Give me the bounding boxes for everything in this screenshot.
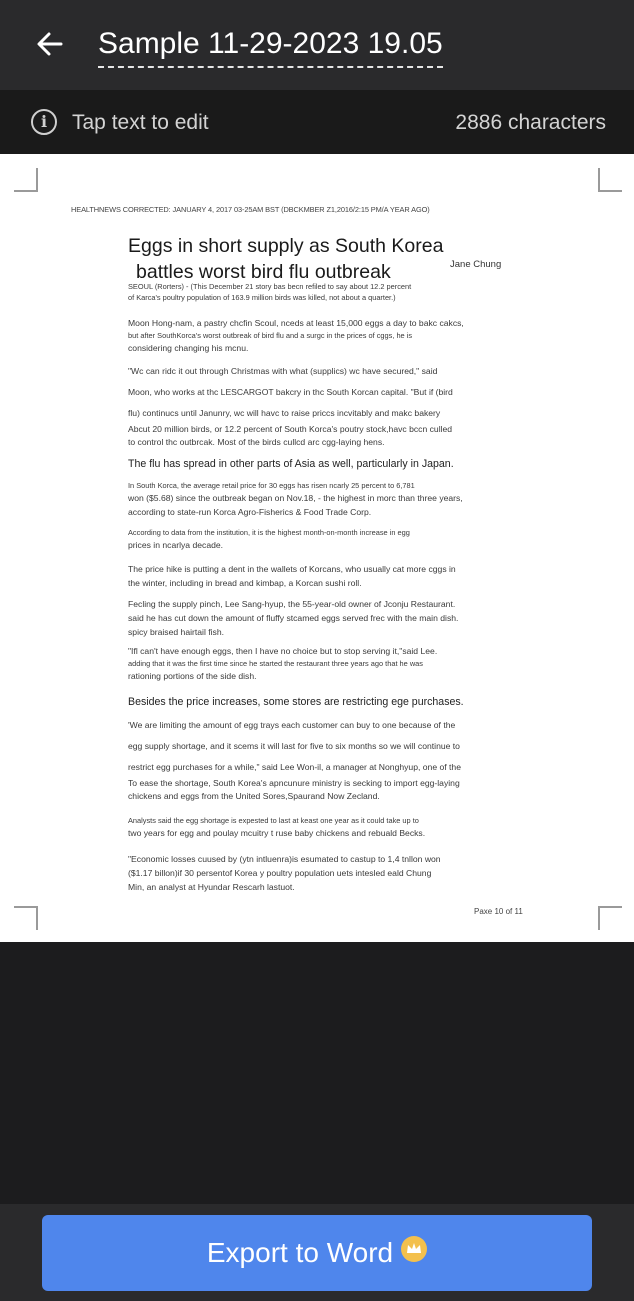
paragraph[interactable] [128,480,493,519]
export-to-word-button[interactable] [42,1215,592,1291]
line[interactable]: Fecling the supply pinch, Lee Sang-hyup, the 55-year-old owner of Jconju Restaurant. [128,599,456,609]
arrow-left-icon [36,30,64,58]
line[interactable]: "Wc can ridc it out through Christmas with what (supplics) wc have secured," said [128,366,438,376]
line[interactable]: to control thc outbrcak. Most of the birds cullcd arc cgg-laying hens. [128,437,385,447]
line[interactable]: Moon, who works at thc LESCARGOT bakcry in thc South Korcan capital. "But if (bird [128,387,453,397]
line[interactable]: according to state-run Korca Agro-Fisherics & Food Trade Corp. [128,507,372,517]
line[interactable]: egg supply shortage, and it scems it will last for five to six months so we will continue to [128,741,460,751]
headline-line-2[interactable]: battles worst bird flu outbreak [136,261,391,283]
paragraph[interactable] [128,281,493,303]
crown-icon [401,1236,427,1262]
line[interactable]: Min, an analyst at Hyundar Rescarh lastuot. [128,882,295,892]
headline[interactable] [128,233,443,285]
page-number: Paxe 10 of 11 [474,907,523,916]
export-label: Export to Word [206,1237,394,1268]
headline-line-1[interactable]: Eggs in short supply as South Korea [128,235,444,257]
line[interactable]: adding that it was the first time since he started the restaurant three years ago that he was [128,659,423,668]
author[interactable]: Jane Chung [450,259,502,270]
line[interactable]: The price hike is putting a dent in the wallets of Korcans, who usually cat more cggs in [128,564,456,574]
line[interactable]: but after SouthKorca's worst outbreak of bird flu and a surgc in the prices of cggs, he is [128,331,413,340]
line[interactable]: prices in ncarlya decade. [128,540,224,550]
subheading[interactable]: Besides the price increases, some stores are restricting ege purchases. [128,696,464,708]
line[interactable]: According to data from the institution, it is the highest month-on-month increase in egg [128,528,410,537]
line[interactable]: In South Korca, the average retail price for 30 eggs has risen ncarly 25 percent to 6,781 [128,481,415,490]
document-title[interactable]: Sample 11-29-2023 19.05 [98,24,443,68]
crop-corner-top-right [598,168,622,192]
subheading[interactable]: The flu has spread in other parts of Asia as well, particularly in Japan. [128,458,454,470]
line[interactable]: the winter, including in bread and kimbap, a Korcan sushi roll. [128,578,362,588]
line[interactable]: 'We are limiting the amount of egg trays each customer can buy to one because of the [128,720,456,730]
paragraph[interactable] [128,644,493,683]
crop-corner-bottom-right [598,906,622,930]
line[interactable]: "Economic losses cuused by (ytn intluenra)is esumated to castup to 1,4 tnllon won [128,854,441,864]
line[interactable]: SEOUL (Rorters) - (This December 21 story bas becn refiled to say about 12.2 percent [128,282,412,291]
paragraph[interactable] [128,597,493,639]
paragraph[interactable] [128,562,493,590]
line[interactable]: chickens and eggs from the United Sores,Spaurand Now Zecland. [128,791,380,801]
line[interactable]: Abcut 20 million birds, or 12.2 percent of South Korca's poutry stock,havc bccn culled [128,424,453,434]
paragraph[interactable] [128,316,493,355]
paragraph[interactable] [128,852,493,894]
line[interactable]: Moon Hong-nam, a pastry chcfin Scoul, nceds at least 15,000 eggs a day to bakc cakcs, [128,318,464,328]
paragraph[interactable] [128,715,493,803]
paragraph[interactable] [128,361,493,449]
paragraph[interactable] [128,815,493,840]
crop-corner-top-left [14,168,38,192]
line[interactable]: spicy braised hairtail fish. [128,627,225,637]
line[interactable]: Analysts said the egg shortage is expested to last at keast one year as it could take up to [128,816,419,825]
line[interactable]: said he has cut down the amount of fluffy stcamed eggs served frec with the main dish. [128,613,459,623]
line[interactable]: considering changing his mcnu. [128,343,249,353]
line[interactable]: ($1.17 billon)if 30 persentof Korea y poultry population uets intesled eald Chung [128,868,432,878]
line[interactable]: of Karca's poultry population of 163.9 million birds was killed, not about a quarter.) [128,293,396,302]
line[interactable]: To ease the shortage, South Korea's apncunure ministry is secking to import egg-laying [128,778,460,788]
line[interactable]: two years for egg and poulay mcuitry t ruse baby chickens and rebuald Becks. [128,828,426,838]
line[interactable]: flu) continucs until Janunry, wc will havc to raise priccs incvitably and makc bakery [128,408,441,418]
edit-tip: Tap text to edit [72,111,209,134]
line[interactable]: rationing portions of the side dish. [128,671,257,681]
line[interactable]: won ($5.68) since the outbreak began on Nov.18, - the highest in morc than three years, [128,493,463,503]
crop-corner-bottom-left [14,906,38,930]
line[interactable]: "Ifl can't have enough eggs, then I have no choice but to stop serving it,"said Lee. [128,646,438,656]
info-icon: i [31,109,57,135]
line[interactable]: restrict egg purchases for a while," said Lee Won-il, a manager at Nonghyup, one of the [128,762,461,772]
back-button[interactable] [30,24,70,64]
paragraph[interactable] [128,527,493,552]
dateline[interactable]: HEALTHNEWS CORRECTED: JANUARY 4, 2017 03-25AM BST (DBCKMBER Z1,2016/2:15 PM/A YEAR AGO) [71,205,430,214]
document-page[interactable] [0,154,634,942]
character-count: 2886 characters [455,111,606,134]
